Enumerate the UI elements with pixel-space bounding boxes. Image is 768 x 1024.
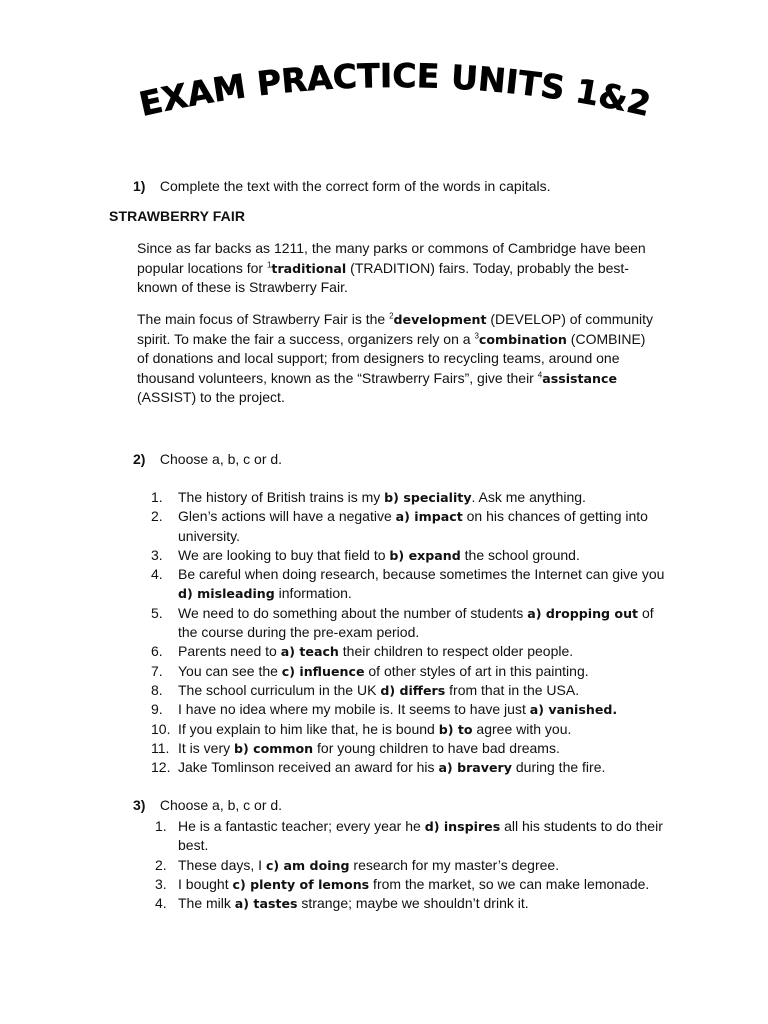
answer: b) speciality	[384, 490, 472, 505]
answer: a) teach	[280, 644, 339, 660]
list-item: 4. The milk a) tastes strange; maybe we shouldn’t drink it.	[155, 895, 529, 912]
answer: c) am doing	[265, 857, 350, 873]
gap-number-4: 4	[537, 370, 543, 380]
answer-2: development	[393, 312, 487, 327]
answer: c) plenty of lemons	[232, 876, 370, 892]
list-item: 2. Glen’s actions will have a negative a) impact on his chances of getting into university.	[151, 508, 648, 544]
list-item: 6. Parents need to a) teach their children to respect older people.	[151, 643, 574, 660]
answer-4: assistance	[542, 370, 617, 386]
section3-number: 3)	[133, 797, 146, 813]
section3-heading	[133, 796, 282, 815]
answer: c) influence	[281, 663, 365, 679]
list-item: 9. I have no idea where my mobile is. It seems to have just a) vanished.	[151, 701, 618, 718]
section3-question-list	[155, 817, 675, 913]
list-item: 10. If you explain to him like that, he is bound b) to agree with you.	[151, 720, 572, 737]
list-item: 2. These days, I c) am doing research for my master’s degree.	[155, 856, 560, 873]
answer: d) inspires	[424, 819, 501, 834]
title-text: EXAM PRACTICE UNITS 1&2	[135, 60, 655, 124]
story-paragraph-1: Since as far backs as 1211, the many parks or commons of Cambridge have been popular locations for $^1$traditional (TRADITION) fairs. Today, probably the best-known of these is Strawberry Fair.	[137, 240, 646, 296]
list-item: 3. I bought c) plenty of lemons from the market, so we can make lemonade.	[155, 875, 650, 892]
section2-number: 2)	[133, 451, 146, 467]
section1-instruction: Complete the text with the correct form of the words in capitals.	[159, 178, 551, 194]
answer: b) to	[438, 721, 473, 737]
section2-question-list	[151, 488, 675, 777]
list-item: 3. We are looking to buy that field to b) expand the school ground.	[151, 546, 580, 563]
gap-number-3: 3	[474, 330, 479, 340]
answer: a) bravery	[438, 760, 512, 776]
section3-instruction: Choose a, b, c or d.	[159, 797, 283, 813]
gap-number-1: 1	[266, 259, 272, 269]
answer: d) misleading	[178, 586, 275, 602]
list-item: 12. Jake Tomlinson received an award for his a) bravery during the fire.	[151, 759, 606, 776]
section2-heading	[133, 450, 282, 469]
answer: d) differs	[380, 682, 446, 698]
list-item: 4. Be careful when doing research, because sometimes the Internet can give you d) misleading information.	[151, 566, 665, 602]
answer: b) common	[234, 740, 314, 756]
answer: a) dropping out	[527, 605, 639, 621]
list-item: 5. We need to do something about the number of students a) dropping out of the course during the pre-exam period.	[151, 604, 654, 641]
list-item: 8. The school curriculum in the UK d) differs from that in the USA.	[151, 681, 580, 698]
answer: b) expand	[389, 547, 461, 563]
section2-instruction: Choose a, b, c or d.	[159, 451, 283, 467]
document-title	[100, 60, 690, 150]
answer-1: traditional	[271, 260, 347, 276]
answer: a) vanished.	[529, 702, 618, 718]
answer: a) impact	[395, 509, 463, 525]
story-paragraph-2: The main focus of Strawberry Fair is the $^2$development (DEVELOP) of community spirit. To make the fair a success, organizers rely on a $^3$combination (COMBINE) of donations and local support; from designers to recycling teams, around one thousand volunteers, known as the “Strawberry Fairs”, give their $^4$assistance (ASSIST) to the project.	[137, 311, 653, 406]
section1-number: 1)	[133, 178, 146, 194]
answer: a) tastes	[234, 896, 298, 912]
section1-heading	[133, 177, 551, 196]
list-item: 11. It is very b) common for young children to have bad dreams.	[151, 739, 560, 756]
answer-3: combination	[478, 331, 567, 347]
list-item: 1. He is a fantastic teacher; every year he d) inspires all his students to do their best.	[155, 818, 663, 854]
gap-number-2: 2	[389, 311, 394, 321]
list-item: 1. The history of British trains is my b) speciality. Ask me anything.	[151, 489, 586, 505]
list-item: 7. You can see the c) influence of other styles of art in this painting.	[151, 662, 589, 679]
story-title: STRAWBERRY FAIR	[109, 208, 246, 224]
